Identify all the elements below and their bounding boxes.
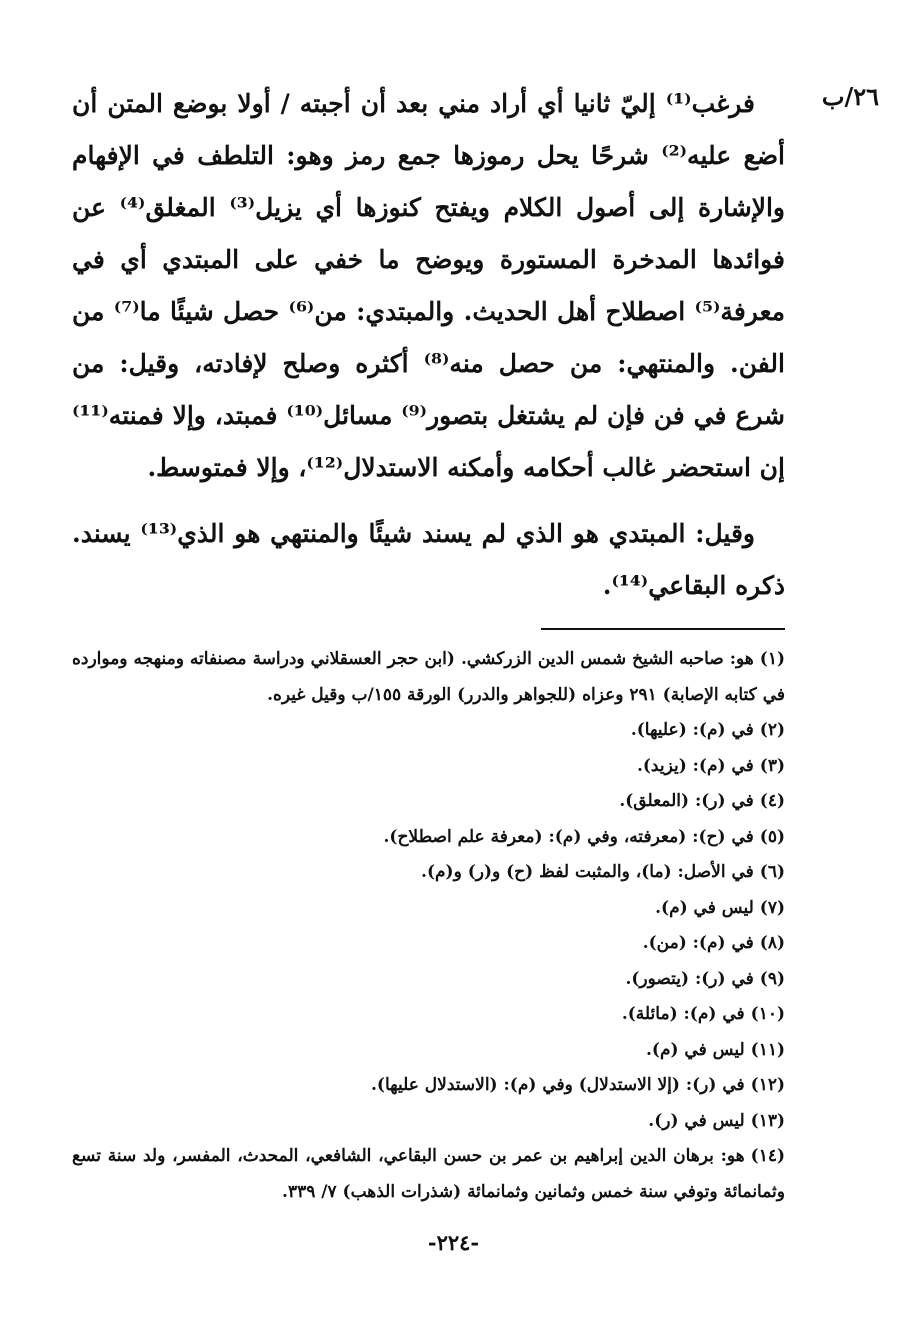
footnote-number: (٤) (759, 791, 785, 811)
footnote-number: (١٣) (750, 1110, 785, 1131)
footnote-text: في (ر): (المعلق). (619, 791, 754, 811)
footnote-number: (٢) (759, 720, 785, 740)
body-paragraph-2: وقيل: المبتدي هو الذي لم يسند شيئًا والمنتهي هو الذي⁽¹³⁾ يسند. ذكره البقاعي⁽¹⁴⁾. (72, 519, 785, 600)
footnote-item (72, 926, 785, 962)
footnote-number: (٥) (759, 826, 785, 847)
footnote-number: (١١) (750, 1039, 785, 1060)
footnote-text: ليس في (ر). (648, 1110, 745, 1131)
footnote-text: في الأصل: (ما)، والمثبت لفظ (ح) و(ر) و(م). (421, 862, 754, 882)
footnote-number: (١٤) (750, 1146, 785, 1166)
footnote-text: في (ر): (يتصور). (625, 968, 754, 989)
footnote-item (72, 642, 785, 713)
footnote-item (72, 820, 785, 856)
footnote-number: (٦) (759, 862, 785, 882)
footnote-number: (٣) (759, 755, 785, 776)
footnote-text: في (م): (مائلة). (621, 1004, 745, 1024)
footnote-number: (١٠) (750, 1004, 785, 1024)
footnote-item (72, 1139, 785, 1210)
footnote-item (72, 997, 785, 1033)
footnote-item (72, 713, 785, 749)
footnote-item (72, 962, 785, 998)
footnote-item (72, 891, 785, 927)
footnote-text: في (ر): (إلا الاستدلال) وفي (م): (الاستدلال عليها). (370, 1075, 745, 1095)
body-paragraph-1: فرغب⁽¹⁾ إليّ ثانيا أي أراد مني بعد أن أجبته / أولا بوضع المتن أن أضع عليه⁽²⁾ شرحًا يحل رموزها جمع رمز وهو: التلطف في الإفهام والإشارة إلى أصول الكلام ويفتح كنوزها أي يزيل⁽³⁾ المغلق⁽⁴⁾ عن فوائدها المدخرة المستورة ويوضح ما خفي على المبتدي أي في معرفة⁽⁵⁾ اصطلاح أهل الحديث. والمبتدي: من⁽⁶⁾ حصل شيئًا ما⁽⁷⁾ من الفن. والمنتهي: من حصل منه⁽⁸⁾ أكثره وصلح لإفادته، وقيل: من شرع في فن فإن لم يشتغل بتصور⁽⁹⁾ مسائل⁽¹⁰⁾ فمبتد، وإلا فمنته⁽¹¹⁾ إن استحضر غالب أحكامه وأمكنه الاستدلال⁽¹²⁾، وإلا فمتوسط. (72, 89, 786, 482)
footnote-text: هو: صاحبه الشيخ شمس الدين الزركشي. (ابن حجر العسقلاني ودراسة مصنفاته ومنهجه وموارده في كتابه الإصابة) ٢٩١ وعزاه (للجواهر والدرر) الورقة ١٥٥/ب وقيل غيره. (72, 649, 785, 705)
footnote-item (72, 1068, 785, 1104)
footnote-number: (١٢) (750, 1075, 785, 1095)
footnote-number: (٩) (759, 968, 785, 989)
footnote-text: ليس في (م). (645, 1039, 745, 1060)
footnote-item (72, 855, 785, 891)
footnote-number: (١) (759, 649, 785, 669)
footnote-item (72, 784, 785, 820)
footnote-text: في (م): (من). (642, 933, 754, 953)
folio-marker: ٢٦/ب (821, 82, 879, 111)
footnote-text: في (ح): (معرفته، وفي (م): (معرفة علم اصطلاح). (383, 826, 754, 847)
footnote-item (72, 1033, 785, 1069)
footnote-text: في (م): (يزيد). (636, 755, 754, 776)
footnotes-section (72, 642, 785, 1210)
footnote-text: هو: برهان الدين إبراهيم بن عمر بن حسن البقاعي، الشافعي، المحدث، المفسر، ولد سنة تسع وثمانمائة وتوفي سنة خمس وثمانين وثمانمائة (شذرات الذهب) ٧/ ٣٣٩. (72, 1146, 785, 1202)
footnote-item (72, 1104, 785, 1140)
page-number: -٢٢٤- (427, 1230, 480, 1255)
footnote-item (72, 749, 785, 785)
footnote-text: ليس في (م). (655, 897, 754, 918)
main-text-body (72, 78, 785, 612)
footnote-text: في (م): (عليها). (630, 720, 754, 740)
footnote-number: (٧) (759, 897, 785, 918)
footnote-separator (541, 628, 785, 630)
footnote-number: (٨) (759, 933, 785, 953)
